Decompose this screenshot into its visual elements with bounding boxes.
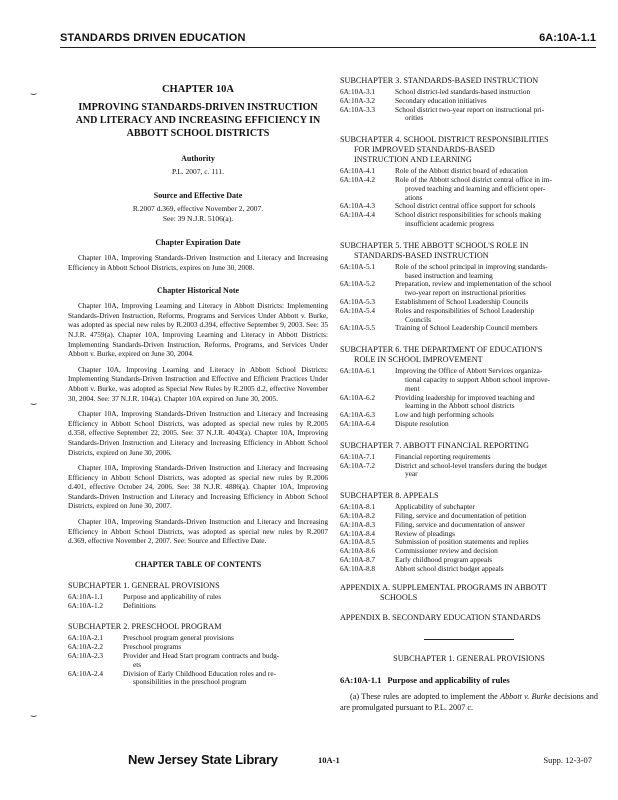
toc-entry-text: School district responsibilities for schools making bbox=[395, 210, 542, 220]
toc-entry-text: School district two-year report on instructional pri- bbox=[395, 104, 545, 114]
subchapter-heading: SUBCHAPTER 7. ABBOTT FINANCIAL REPORTING bbox=[340, 440, 529, 450]
toc-entry[interactable] bbox=[68, 634, 328, 643]
margin-mark: ⌣ bbox=[30, 398, 38, 410]
historical-paragraph: Chapter 10A, Improving Standards-Driven Instruction and Literacy and Increasing Efficiency in Abbott School Districts, was adopted as special new rules by R.2005 d.358, effective September 22, 2005. See: 37 N.J.R. 4043(a). Chapter 10A, Improving Standards-Driven Instruction and Literacy and Increasing Efficiency in Abbott School Districts, expired on June 30, 2006. bbox=[68, 409, 328, 457]
toc-entry-title bbox=[395, 462, 598, 480]
toc-entry-title bbox=[395, 280, 598, 298]
margin-mark: ⌣ bbox=[30, 710, 38, 722]
toc-entry-number: 6A:10A-6.3 bbox=[340, 410, 376, 420]
toc-entry-number: 6A:10A-5.4 bbox=[340, 305, 376, 315]
toc-entry-text: Submission of position statements and replies bbox=[395, 537, 529, 547]
toc-entry-number: 6A:10A-5.3 bbox=[340, 296, 376, 306]
historical-paragraph: Chapter 10A, Improving Standards-Driven Instruction and Literacy and Increasing Efficiency in Abbott School Districts, was adopted as special new rules by R.2006 d.401, effective October 24, 2006. See: 38 N.J.R. 4886(a). Chapter 10A, Improving Standards-Driven Instruction and Literacy and Increasing Efficiency in Abbott School Districts, expired on June 30, 2007. bbox=[68, 463, 328, 511]
toc-entry-number: 6A:10A-8.1 bbox=[340, 502, 376, 512]
toc-entry[interactable] bbox=[340, 106, 598, 124]
toc-entry-continuation: based instruction and learning bbox=[405, 270, 493, 280]
toc-entry-title bbox=[395, 307, 598, 325]
toc-entry-continuation: ets bbox=[133, 659, 142, 669]
page-number: 10A-1 bbox=[318, 755, 340, 765]
toc-entry-title bbox=[395, 176, 598, 202]
toc-entry[interactable] bbox=[68, 652, 328, 670]
toc-entry-text: Preschool program general provisions bbox=[123, 633, 234, 643]
toc-entry-text: School district central office support for schools bbox=[395, 201, 536, 211]
toc-entry-number: 6A:10A-8.2 bbox=[340, 510, 376, 520]
toc-entry-number: 6A:10A-2.1 bbox=[68, 633, 104, 643]
toc-entry-continuation: learning in the Abbott school districts bbox=[405, 401, 515, 411]
toc-entry-number: 6A:10A-8.6 bbox=[340, 546, 376, 556]
toc-entry-number: 6A:10A-4.3 bbox=[340, 201, 376, 211]
toc-entry-text: Secondary education initiatives bbox=[395, 95, 487, 105]
toc-list bbox=[68, 593, 328, 611]
toc-entry-number: 6A:10A-2.3 bbox=[68, 651, 104, 661]
toc-heading: CHAPTER TABLE OF CONTENTS bbox=[134, 559, 262, 569]
toc-entry-title bbox=[395, 211, 598, 229]
appendix-line: SCHOOLS bbox=[380, 593, 418, 603]
toc-entry-continuation: ment bbox=[405, 383, 420, 393]
toc-entry-title bbox=[395, 367, 598, 393]
subchapter-heading: SUBCHAPTER 3. STANDARDS-BASED INSTRUCTION bbox=[340, 76, 539, 85]
historical-note-heading: Chapter Historical Note bbox=[156, 286, 240, 296]
source-text bbox=[68, 204, 328, 224]
supplement-date: Supp. 12-3-07 bbox=[543, 755, 592, 765]
toc-entry-number: 6A:10A-8.3 bbox=[340, 519, 376, 529]
running-header bbox=[60, 32, 596, 48]
toc-entry[interactable] bbox=[340, 411, 598, 420]
toc-entry-number: 6A:10A-8.8 bbox=[340, 563, 376, 573]
toc-entry-text: Filing, service and documentation of petition bbox=[395, 510, 527, 520]
toc-entry[interactable] bbox=[340, 565, 598, 574]
toc-list bbox=[68, 634, 328, 687]
toc-list bbox=[340, 263, 598, 333]
toc-entry[interactable] bbox=[340, 521, 598, 530]
appendix-b: APPENDIX B. SECONDARY EDUCATION STANDARDS bbox=[340, 613, 541, 623]
toc-entry-number: 6A:10A-5.5 bbox=[340, 323, 376, 333]
toc-entry[interactable] bbox=[68, 593, 328, 602]
heading-line: ROLE IN SCHOOL IMPROVEMENT bbox=[354, 355, 483, 365]
toc-entry-text: Improving the Office of Abbott Services organiza- bbox=[395, 366, 543, 376]
historical-paragraph: Chapter 10A, Improving Learning and Literacy in Abbott School Districts: Implementing Standards-Driven Instruction and Effective and Efficient Practices Under Abbott v. Burke, was adopted as Special New Rules by R.2005 d.2, effective November 30, 2004. See: 37 N.J.R. 104(a). Chapter 10A expired on June 30, 2005. bbox=[68, 364, 328, 403]
header-section-number: 6A:10A-1.1 bbox=[539, 32, 596, 44]
toc-list bbox=[340, 367, 598, 429]
expiration-heading: Chapter Expiration Date bbox=[155, 238, 241, 247]
toc-entry-title bbox=[395, 324, 598, 333]
toc-entry-text: Review of pleadings bbox=[395, 528, 455, 538]
toc-entry-number: 6A:10A-4.2 bbox=[340, 174, 376, 184]
toc-list bbox=[340, 453, 598, 479]
toc-entry[interactable] bbox=[340, 324, 598, 333]
toc-entry-number: 6A:10A-8.7 bbox=[340, 554, 376, 564]
toc-entry-text: Definitions bbox=[123, 600, 156, 610]
toc-entry-title bbox=[395, 565, 598, 574]
toc-entry[interactable] bbox=[340, 211, 598, 229]
toc-entry-number: 6A:10A-7.2 bbox=[340, 460, 376, 470]
toc-entry[interactable] bbox=[340, 176, 598, 202]
toc-entry-title bbox=[123, 670, 328, 688]
toc-entry-title bbox=[123, 602, 328, 611]
subchapter-heading bbox=[340, 345, 598, 365]
toc-entry-text: Filing, service and documentation of answer bbox=[395, 519, 525, 529]
toc-entry-text: Providing leadership for improved teaching and bbox=[395, 392, 535, 402]
heading-line: FOR IMPROVED STANDARDS-BASED bbox=[354, 145, 495, 155]
toc-entry-text: Provider and Head Start program contracts and budg- bbox=[123, 651, 280, 661]
chapter-number: CHAPTER 10A bbox=[161, 84, 235, 95]
toc-entry-text: Low and high performing schools bbox=[395, 410, 494, 420]
toc-entry-continuation: Councils bbox=[405, 314, 431, 324]
case-name: Abbott v. Burke bbox=[500, 692, 552, 702]
toc-entry-number: 6A:10A-3.3 bbox=[340, 104, 376, 114]
toc-list bbox=[340, 167, 598, 229]
subchapter-heading: SUBCHAPTER 2. PRESCHOOL PROGRAM bbox=[68, 622, 222, 632]
toc-entry-number: 6A:10A-6.1 bbox=[340, 366, 376, 376]
toc-entry-text: Abbott school district budget appeals bbox=[395, 563, 504, 573]
margin-mark: ⌣ bbox=[30, 88, 38, 100]
toc-entry-text: Preparation, review and implementation of the school bbox=[395, 279, 552, 289]
toc-entry-number: 6A:10A-7.1 bbox=[340, 451, 376, 461]
toc-entry-continuation: sponsibilities in the preschool program bbox=[133, 677, 247, 687]
toc-entry-title bbox=[395, 394, 598, 412]
subchapter-heading: SUBCHAPTER 8. APPEALS bbox=[340, 491, 439, 501]
toc-entry-number: 6A:10A-5.2 bbox=[340, 279, 376, 289]
toc-entry-text: Dispute resolution bbox=[395, 418, 449, 428]
toc-entry-text: Division of Early Childhood Education roles and re- bbox=[123, 668, 276, 678]
toc-entry-text: Training of School Leadership Council members bbox=[395, 323, 538, 333]
library-stamp: New Jersey State Library bbox=[128, 752, 278, 767]
toc-entry[interactable] bbox=[340, 263, 598, 281]
toc-entry-number: 6A:10A-6.4 bbox=[340, 418, 376, 428]
toc-entry-number: 6A:10A-3.2 bbox=[340, 95, 376, 105]
appendix-a bbox=[340, 583, 598, 603]
toc-entry-text: Early childhood program appeals bbox=[395, 554, 493, 564]
section-divider bbox=[424, 639, 514, 640]
heading-line: SUBCHAPTER 4. SCHOOL DISTRICT RESPONSIBILITIES bbox=[340, 135, 549, 145]
source-line: R.2007 d.369, effective November 2, 2007. bbox=[132, 204, 264, 213]
toc-entry[interactable] bbox=[340, 462, 598, 480]
section-body bbox=[340, 691, 598, 713]
historical-paragraph: Chapter 10A, Improving Standards-Driven Instruction and Literacy and Increasing Efficiency in Abbott School Districts, was adopted as special new rules by R.2007 d.369, effective November 2, 2007. See: Source and Effective Date. bbox=[68, 517, 328, 546]
toc-entry[interactable] bbox=[340, 280, 598, 298]
historical-paragraph: Chapter 10A, Improving Learning and Literacy in Abbott Districts: Implementing Standards-Driven Instruction, Reforms, Programs and Services Under Abbott v. Burke, was adopted as special new rules by R.2003 d.394, effective September 9, 2003. See: 35 N.J.R. 4759(a). Chapter 10A, Improving Learning and Literacy in Abbott Districts: Implementing Standards-Driven Instruction, Reforms, Programs, and Services Under Abbott v. Burke, expired on June 30, 2004. bbox=[68, 301, 328, 359]
source-line: See: 39 N.J.R. 5106(a). bbox=[162, 214, 234, 223]
toc-entry[interactable] bbox=[68, 670, 328, 688]
toc-entry-text: Role of the Abbott school district central office in im- bbox=[395, 174, 552, 184]
subchapter-heading bbox=[340, 135, 598, 165]
toc-entry-title bbox=[395, 263, 598, 281]
header-title: STANDARDS DRIVEN EDUCATION bbox=[60, 32, 246, 44]
toc-entry-text: Financial reporting requirements bbox=[395, 451, 491, 461]
heading-line: SUBCHAPTER 6. THE DEPARTMENT OF EDUCATION'S bbox=[340, 345, 543, 355]
toc-entry-number: 6A:10A-5.1 bbox=[340, 261, 376, 271]
toc-entry-text: Commissioner review and decision bbox=[395, 546, 498, 556]
section-title bbox=[340, 675, 598, 685]
toc-entry[interactable] bbox=[340, 307, 598, 325]
source-heading: Source and Effective Date bbox=[153, 191, 243, 200]
subchapter-heading: SUBCHAPTER 1. GENERAL PROVISIONS bbox=[68, 580, 220, 590]
toc-list bbox=[340, 88, 598, 123]
toc-entry[interactable] bbox=[68, 602, 328, 611]
toc-entry-text: Preschool programs bbox=[123, 642, 182, 652]
toc-entry-continuation: orities bbox=[405, 113, 424, 123]
toc-entry[interactable] bbox=[340, 420, 598, 429]
toc-entry-number: 6A:10A-3.1 bbox=[340, 87, 376, 96]
expiration-text: Chapter 10A, Improving Standards-Driven Instruction and Literacy and Increasing Efficiency in Abbott School Districts, expires on June 30, 2008. bbox=[68, 253, 328, 272]
toc-entry-number: 6A:10A-1.1 bbox=[68, 591, 104, 601]
heading-line: STANDARDS-BASED INSTRUCTION bbox=[354, 250, 489, 260]
page-footer bbox=[0, 752, 618, 772]
toc-entry-number: 6A:10A-6.2 bbox=[340, 392, 376, 402]
toc-entry-text: Roles and responsibilities of School Leadership bbox=[395, 305, 535, 315]
toc-entry-continuation: ations bbox=[405, 192, 423, 202]
toc-entry-number: 6A:10A-2.4 bbox=[68, 668, 104, 678]
toc-entry-continuation: proved teaching and learning and efficient oper- bbox=[405, 183, 546, 193]
toc-entry-text: School district-led standards-based instruction bbox=[395, 87, 531, 96]
body-text: (a) These rules are adopted to implement the bbox=[350, 692, 501, 702]
toc-entry-text: Role of the Abbott district board of education bbox=[395, 166, 528, 176]
chapter-title: IMPROVING STANDARDS-DRIVEN INSTRUCTION AND LITERACY AND INCREASING EFFICIENCY IN ABBOTT SCHOOL DISTRICTS bbox=[75, 102, 321, 139]
toc-entry-text: Establishment of School Leadership Councils bbox=[395, 296, 529, 306]
toc-entry-title bbox=[395, 106, 598, 124]
toc-entry-number: 6A:10A-8.5 bbox=[340, 537, 376, 547]
toc-entry-continuation: two-year report on instructional priorities bbox=[405, 288, 526, 298]
appendix-line: APPENDIX A. SUPPLEMENTAL PROGRAMS IN ABBOTT bbox=[340, 583, 547, 593]
toc-entry-text: Purpose and applicability of rules bbox=[123, 591, 222, 601]
toc-entry-title bbox=[395, 420, 598, 429]
section-name: Purpose and applicability of rules bbox=[387, 675, 510, 686]
toc-entry[interactable] bbox=[340, 394, 598, 412]
toc-entry-text: District and school-level transfers during the budget bbox=[395, 460, 547, 470]
toc-entry-continuation: year bbox=[405, 469, 418, 479]
toc-entry-number: 6A:10A-8.4 bbox=[340, 528, 376, 538]
toc-entry-number: 6A:10A-4.1 bbox=[340, 166, 376, 176]
body-text: decisions and are promulgated pursuant to P.L. 2007 c. bbox=[340, 692, 598, 713]
toc-entry-title bbox=[123, 652, 328, 670]
toc-list bbox=[340, 503, 598, 573]
heading-line: SUBCHAPTER 5. THE ABBOTT SCHOOL'S ROLE IN bbox=[340, 240, 529, 250]
toc-entry-number: 6A:10A-1.2 bbox=[68, 600, 104, 610]
subchapter-heading bbox=[340, 241, 598, 261]
toc-entry[interactable] bbox=[340, 367, 598, 393]
toc-entry-text: Applicability of subchapter bbox=[395, 502, 475, 512]
toc-entry-continuation: tional capacity to support Abbott school improve- bbox=[405, 374, 551, 384]
authority-heading: Authority bbox=[181, 154, 215, 163]
toc-entry-text: Role of the school principal in improving standards- bbox=[395, 261, 548, 271]
toc-entry-number: 6A:10A-4.4 bbox=[340, 210, 376, 220]
left-column bbox=[68, 76, 328, 687]
authority-text: P.L. 2007, c. 111. bbox=[172, 167, 224, 176]
toc-entry-continuation: insufficient academic progress bbox=[405, 218, 495, 228]
heading-line: INSTRUCTION AND LEARNING bbox=[354, 155, 472, 165]
section-number: 6A:10A-1.1 bbox=[340, 675, 382, 686]
toc-entry-number: 6A:10A-2.2 bbox=[68, 642, 104, 652]
right-column bbox=[340, 76, 598, 713]
subchapter-title: SUBCHAPTER 1. GENERAL PROVISIONS bbox=[393, 654, 545, 664]
